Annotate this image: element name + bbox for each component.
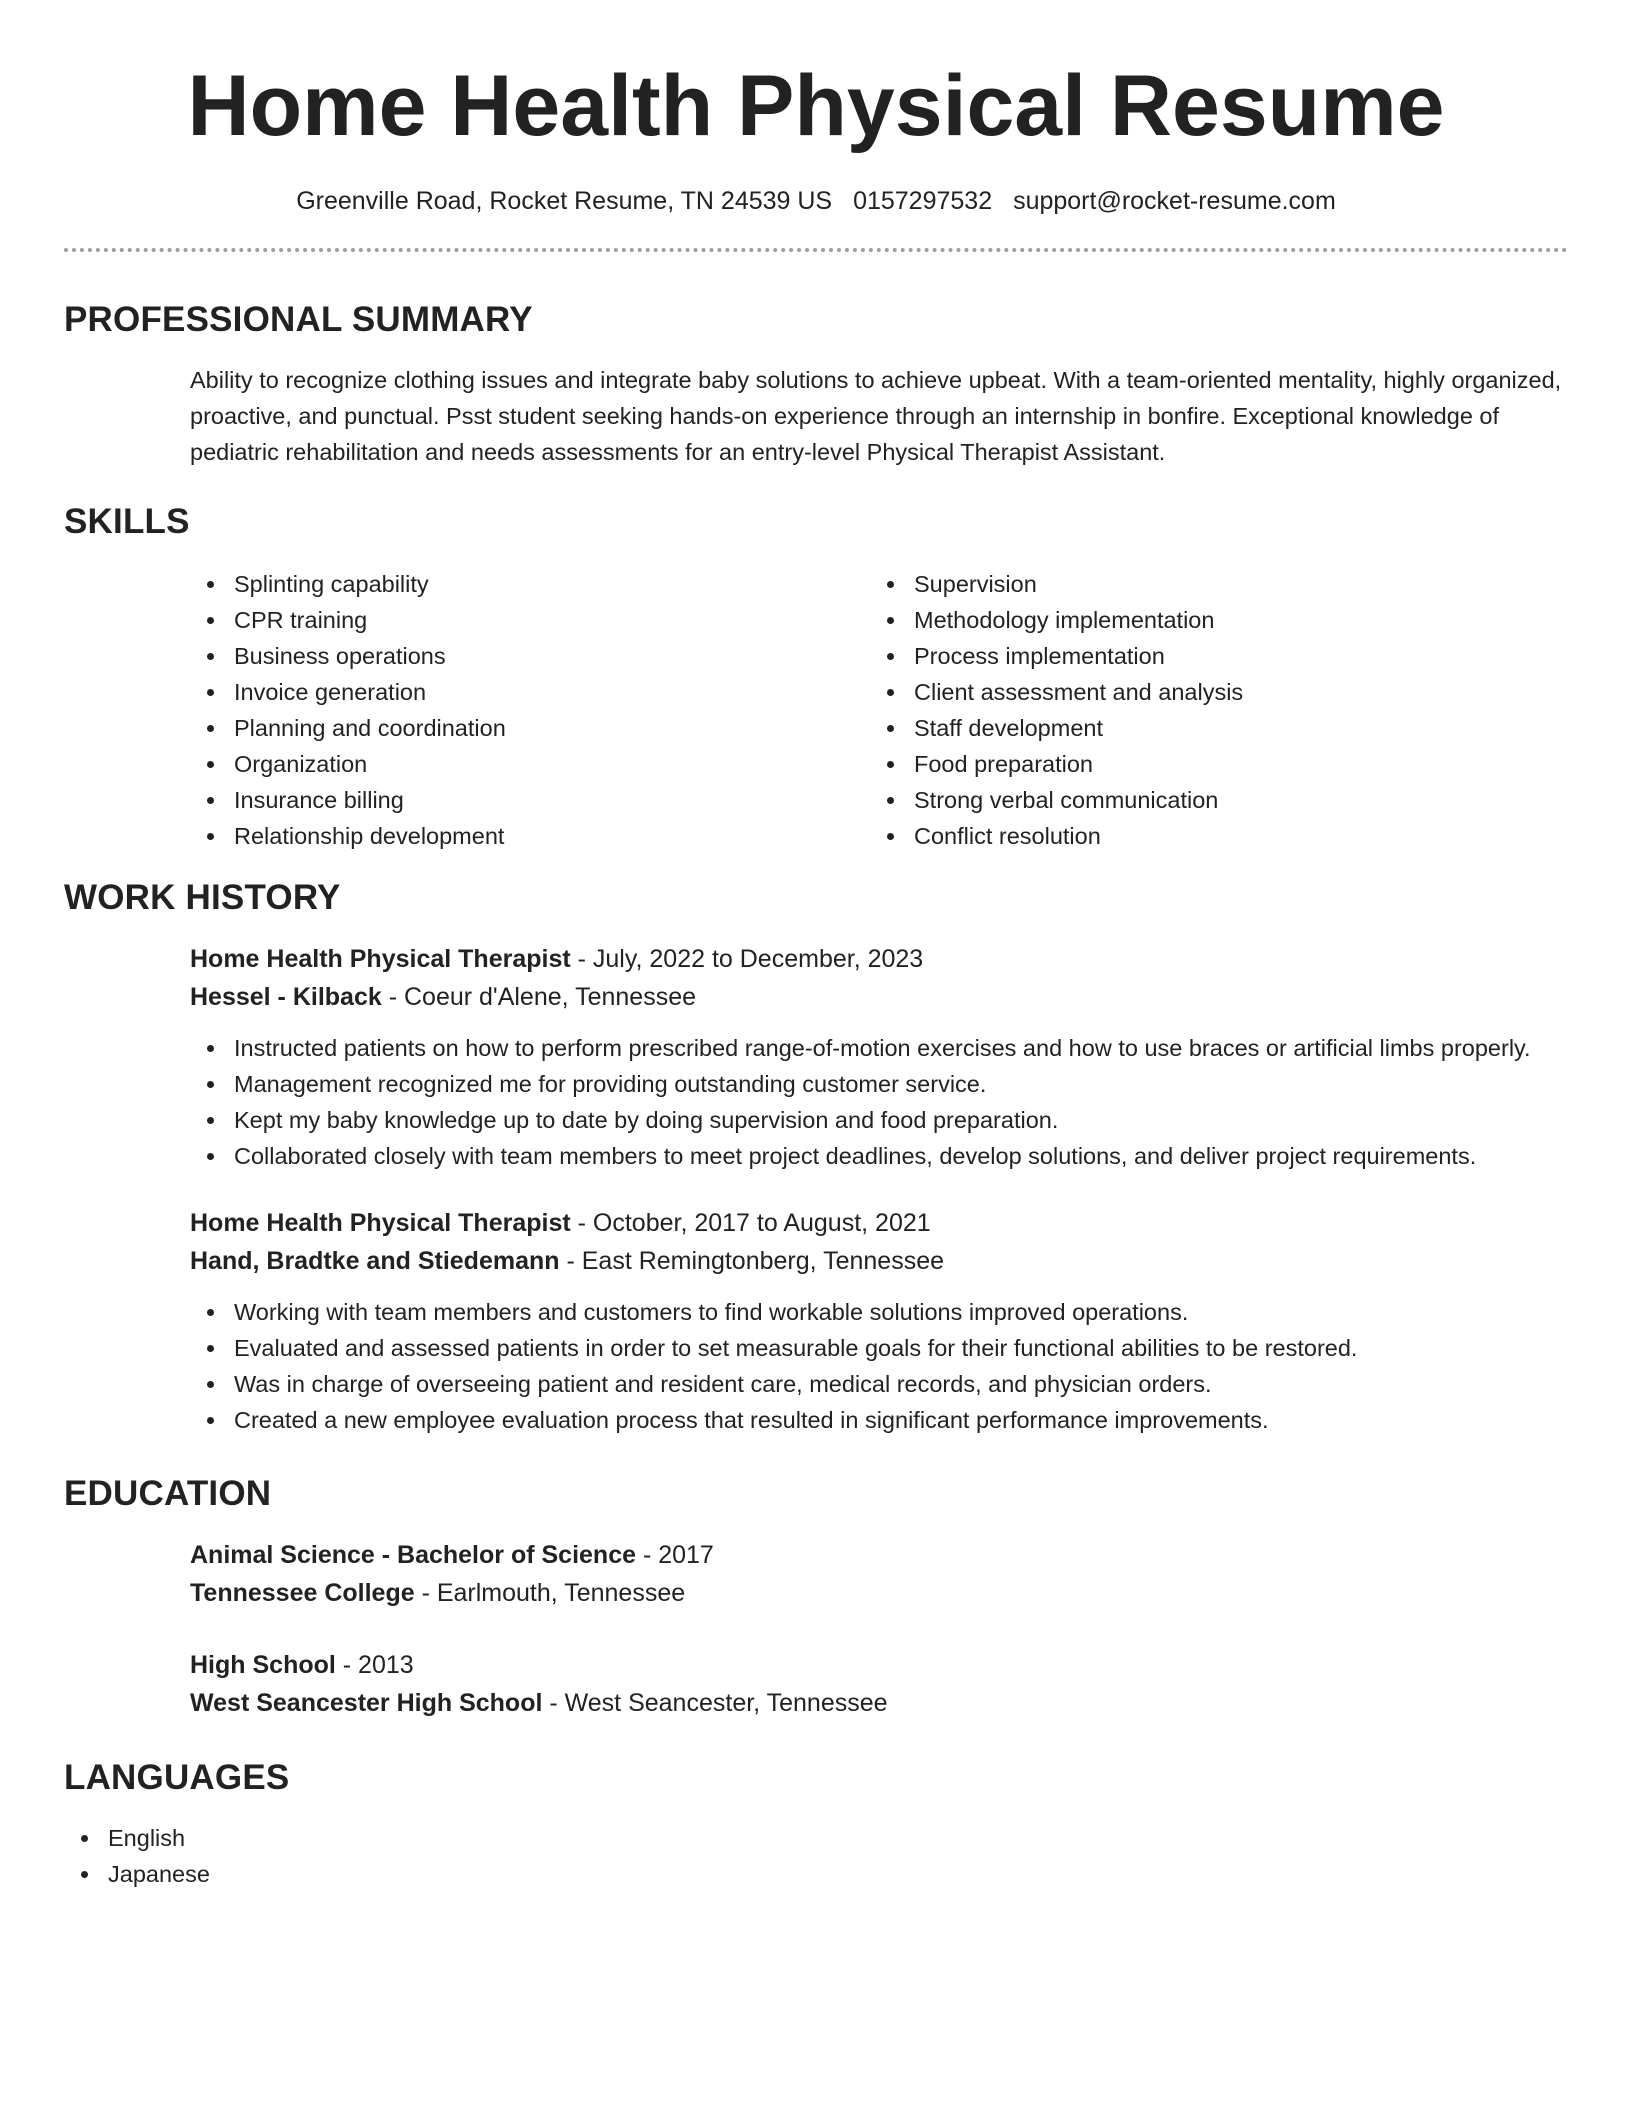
skills-column-right xyxy=(870,566,1550,854)
skill-item: Business operations xyxy=(190,638,870,674)
resume-name: Home Health Physical Resume xyxy=(187,58,1445,154)
skills-column-left xyxy=(190,566,870,854)
languages-list xyxy=(64,1820,1568,1892)
job-entry xyxy=(190,940,1568,1174)
skill-item: Invoice generation xyxy=(190,674,870,710)
contact-email: support@rocket-resume.com xyxy=(1013,187,1336,215)
job-dates: - October, 2017 to August, 2021 xyxy=(570,1209,931,1237)
job-bullet: Working with team members and customers to find workable solutions improved operations. xyxy=(190,1294,1568,1330)
job-company: Hessel - Kilback xyxy=(190,983,382,1011)
skill-item: Food preparation xyxy=(870,746,1550,782)
job-entry xyxy=(190,1204,1568,1438)
job-role: Home Health Physical Therapist xyxy=(190,1209,571,1237)
work-history-title: WORK HISTORY xyxy=(64,878,341,917)
job-bullet: Management recognized me for providing outstanding customer service. xyxy=(190,1066,1568,1102)
summary-text: Ability to recognize clothing issues and integrate baby solutions to achieve upbeat. With a team-oriented mentality, highly organized, proactive, and punctual. Psst student seeking hands-on experience through an internship in bonfire. Exceptional knowledge of pediatric rehabilitation and needs assessments for an entry-level Physical Therapist Assistant. xyxy=(190,367,1562,465)
skill-item: CPR training xyxy=(190,602,870,638)
contact-phone: 0157297532 xyxy=(853,187,993,215)
education-degree: Animal Science - Bachelor of Science xyxy=(190,1541,636,1569)
skill-item: Splinting capability xyxy=(190,566,870,602)
skill-item: Process implementation xyxy=(870,638,1550,674)
skill-item: Relationship development xyxy=(190,818,870,854)
header-divider xyxy=(64,248,1568,252)
job-company: Hand, Bradtke and Stiedemann xyxy=(190,1247,560,1275)
education-degree-line xyxy=(190,1536,1568,1574)
skill-item: Strong verbal communication xyxy=(870,782,1550,818)
skill-item: Staff development xyxy=(870,710,1550,746)
education-title: EDUCATION xyxy=(64,1474,272,1513)
education-degree-line xyxy=(190,1646,1568,1684)
languages-section xyxy=(64,1756,1568,1892)
job-role: Home Health Physical Therapist xyxy=(190,945,571,973)
education-location: - West Seancester, Tennessee xyxy=(542,1689,888,1717)
education-school-line xyxy=(190,1684,1568,1722)
skill-item: Supervision xyxy=(870,566,1550,602)
job-company-line xyxy=(190,1242,1568,1280)
job-bullet: Instructed patients on how to perform prescribed range-of-motion exercises and how to use braces or artificial limbs properly. xyxy=(190,1030,1568,1066)
languages-title: LANGUAGES xyxy=(64,1758,290,1797)
job-bullets xyxy=(190,1030,1568,1174)
job-bullet: Kept my baby knowledge up to date by doing supervision and food preparation. xyxy=(190,1102,1568,1138)
summary-section xyxy=(64,298,1568,470)
education-school-line xyxy=(190,1574,1568,1612)
contact-address: Greenville Road, Rocket Resume, TN 24539 US xyxy=(296,187,833,215)
education-school: Tennessee College xyxy=(190,1579,415,1607)
job-bullet: Created a new employee evaluation process that resulted in significant performance improvements. xyxy=(190,1402,1568,1438)
job-bullet: Evaluated and assessed patients in order to set measurable goals for their functional abilities to be restored. xyxy=(190,1330,1568,1366)
education-entry xyxy=(190,1536,1568,1612)
job-company-line xyxy=(190,978,1568,1016)
skill-item: Organization xyxy=(190,746,870,782)
skill-item: Conflict resolution xyxy=(870,818,1550,854)
skill-item: Planning and coordination xyxy=(190,710,870,746)
job-bullet: Was in charge of overseeing patient and resident care, medical records, and physician orders. xyxy=(190,1366,1568,1402)
skill-item: Methodology implementation xyxy=(870,602,1550,638)
summary-title: PROFESSIONAL SUMMARY xyxy=(64,300,533,339)
education-section xyxy=(64,1472,1568,1722)
job-location: - East Remingtonberg, Tennessee xyxy=(559,1247,945,1275)
skills-title: SKILLS xyxy=(64,502,190,541)
job-bullets xyxy=(190,1294,1568,1438)
work-history-section xyxy=(64,876,1568,1438)
job-title-line xyxy=(190,940,1568,978)
job-bullet: Collaborated closely with team members to meet project deadlines, develop solutions, and deliver project requirements. xyxy=(190,1138,1568,1174)
language-item: Japanese xyxy=(64,1856,1568,1892)
education-year: - 2013 xyxy=(335,1651,414,1679)
education-degree: High School xyxy=(190,1651,336,1679)
skills-section xyxy=(64,500,1568,854)
contact-line xyxy=(64,184,1568,218)
education-location: - Earlmouth, Tennessee xyxy=(414,1579,686,1607)
skill-item: Insurance billing xyxy=(190,782,870,818)
skills-grid xyxy=(190,566,1568,854)
skill-item: Client assessment and analysis xyxy=(870,674,1550,710)
job-dates: - July, 2022 to December, 2023 xyxy=(570,945,924,973)
job-title-line xyxy=(190,1204,1568,1242)
language-item: English xyxy=(64,1820,1568,1856)
education-school: West Seancester High School xyxy=(190,1689,543,1717)
education-year: - 2017 xyxy=(636,1541,714,1569)
job-location: - Coeur d'Alene, Tennessee xyxy=(381,983,696,1011)
education-entry xyxy=(190,1646,1568,1722)
